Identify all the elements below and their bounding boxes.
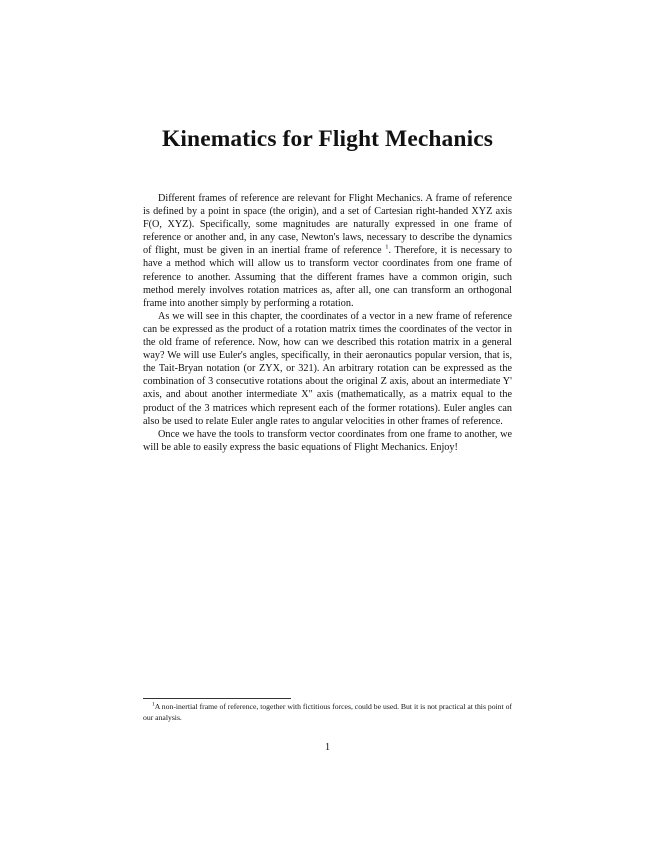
paragraph-2: As we will see in this chapter, the coordinates of a vector in a new frame of reference can be expressed as the product of a rotation matrix times the coordinates of the vector in the old frame of reference. Now, how can we described this rotation matrix in a general way? We will use Euler's angles, specifically, in their aeronautics popular version, that is, the Tait-Bryan notation (or ZYX, or 321). An arbitrary rotation can be expressed as the combination of 3 consecutive rotations about the original Z axis, about an intermediate Y' axis, and about another intermediate X" axis (mathematically, as a matrix equal to the product of the 3 matrices which represent each of the former rotations). Euler angles can also be used to relate Euler angle rates to angular velocities in other frames of reference. [143,310,512,427]
footnote-mark: 1 [152,701,155,708]
footnote-separator [143,698,291,699]
page-number: 1 [324,742,331,753]
paragraph-1 [143,192,512,310]
footnote [143,701,512,723]
chapter-introduction [143,192,512,454]
paragraph-3: Once we have the tools to transform vector coordinates from one frame to another, we will be able to easily express the basic equations of Flight Mechanics. Enjoy! [143,428,512,453]
footnote-text: A non-inertial frame of reference, together with fictitious forces, could be used. But it is not practical at this point of our analysis. [143,702,512,722]
chapter-title: Kinematics for Flight Mechanics [162,126,493,152]
paragraph-1-text-a: Different frames of reference are relevant for Flight Mechanics. A frame of reference is defined by a point in space (the origin), and a set of Cartesian right-handed XYZ axis F(O, XYZ). Specifically, some magnitudes are naturally expressed in one frame of reference or another and, in any case, Newton's laws, necessary to describe the dynamics of flight, must be given in an inertial frame of reference [143,193,512,257]
paragraph-1-text-b: . Therefore, it is necessary to have a method which will allow us to transform vector coordinates from one frame of reference to another. Assuming that the different frames have a common origin, such method merely involves rotation matrices as, after all, one can transform an orthogonal frame into another simply by performing a rotation. [143,245,512,309]
footnote-reference[interactable]: 1 [385,243,389,251]
